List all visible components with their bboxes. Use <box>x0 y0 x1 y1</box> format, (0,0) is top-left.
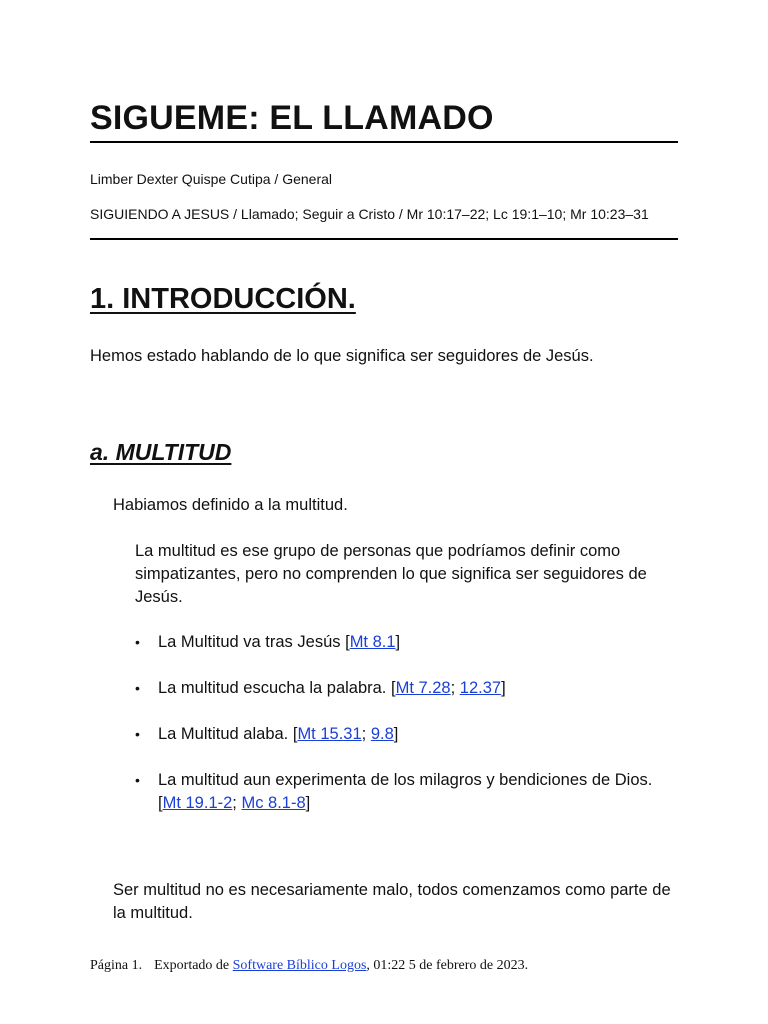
header-divider <box>90 238 678 240</box>
bullet-icon: • <box>135 726 140 742</box>
bullet-icon: • <box>135 634 140 650</box>
bullet-text: La Multitud alaba. <box>158 725 293 743</box>
scripture-link[interactable]: Mt 19.1-2 <box>162 794 233 812</box>
page-number: Página 1. <box>90 958 143 973</box>
intro-paragraph: Hemos estado hablando de lo que significa ser seguidores de Jesús. <box>90 347 594 365</box>
multitud-bullet-list <box>135 631 675 838</box>
multitud-intro-paragraph: Habiamos definido a la multitud. <box>113 496 348 514</box>
bullet-text: La multitud aun experimenta de los milagros y bendiciones de Dios. <box>158 771 653 789</box>
export-timestamp: , 01:22 5 de febrero de 2023. <box>366 958 529 973</box>
section-heading-introduccion: 1. INTRODUCCIÓN. <box>90 283 356 315</box>
scripture-link[interactable]: 12.37 <box>459 679 502 697</box>
bullet-icon: • <box>135 680 140 696</box>
logos-software-link[interactable]: Software Bíblico Logos <box>232 958 367 973</box>
scripture-link[interactable]: Mt 8.1 <box>349 633 396 651</box>
bullet-text: La Multitud va tras Jesús <box>158 633 346 651</box>
page-footer <box>90 958 528 974</box>
document-title: SIGUEME: EL LLAMADO <box>90 99 494 137</box>
scripture-link[interactable]: 9.8 <box>370 725 394 743</box>
title-divider <box>90 141 678 143</box>
subsection-heading-multitud: a. MULTITUD <box>90 439 232 465</box>
list-item: • La Multitud va tras Jesús [Mt 8.1] <box>135 631 675 654</box>
references-line: SIGUIENDO A JESUS / Llamado; Seguir a Cristo / Mr 10:17–22; Lc 19:1–10; Mr 10:23–31 <box>90 206 649 222</box>
bullet-icon: • <box>135 772 140 788</box>
multitud-definition-paragraph: La multitud es ese grupo de personas que podríamos definir como simpatizantes, pero no comprenden lo que significa ser seguidores de Jesús. <box>135 542 647 606</box>
list-item: • La multitud escucha la palabra. [Mt 7.28; 12.37] <box>135 677 675 700</box>
bullet-text: La multitud escucha la palabra. <box>158 679 391 697</box>
export-prefix: Exportado de <box>154 958 233 973</box>
list-item: • La multitud aun experimenta de los milagros y bendiciones de Dios. [Mt 19.1-2; Mc 8.1-8] <box>135 771 653 812</box>
closing-paragraph: Ser multitud no es necesariamente malo, todos comenzamos como parte de la multitud. <box>113 881 671 922</box>
author-line: Limber Dexter Quispe Cutipa / General <box>90 171 332 187</box>
scripture-link[interactable]: Mc 8.1-8 <box>241 794 306 812</box>
scripture-link[interactable]: Mt 15.31 <box>297 725 362 743</box>
scripture-link[interactable]: Mt 7.28 <box>395 679 451 697</box>
list-item: • La Multitud alaba. [Mt 15.31; 9.8] <box>135 723 675 746</box>
